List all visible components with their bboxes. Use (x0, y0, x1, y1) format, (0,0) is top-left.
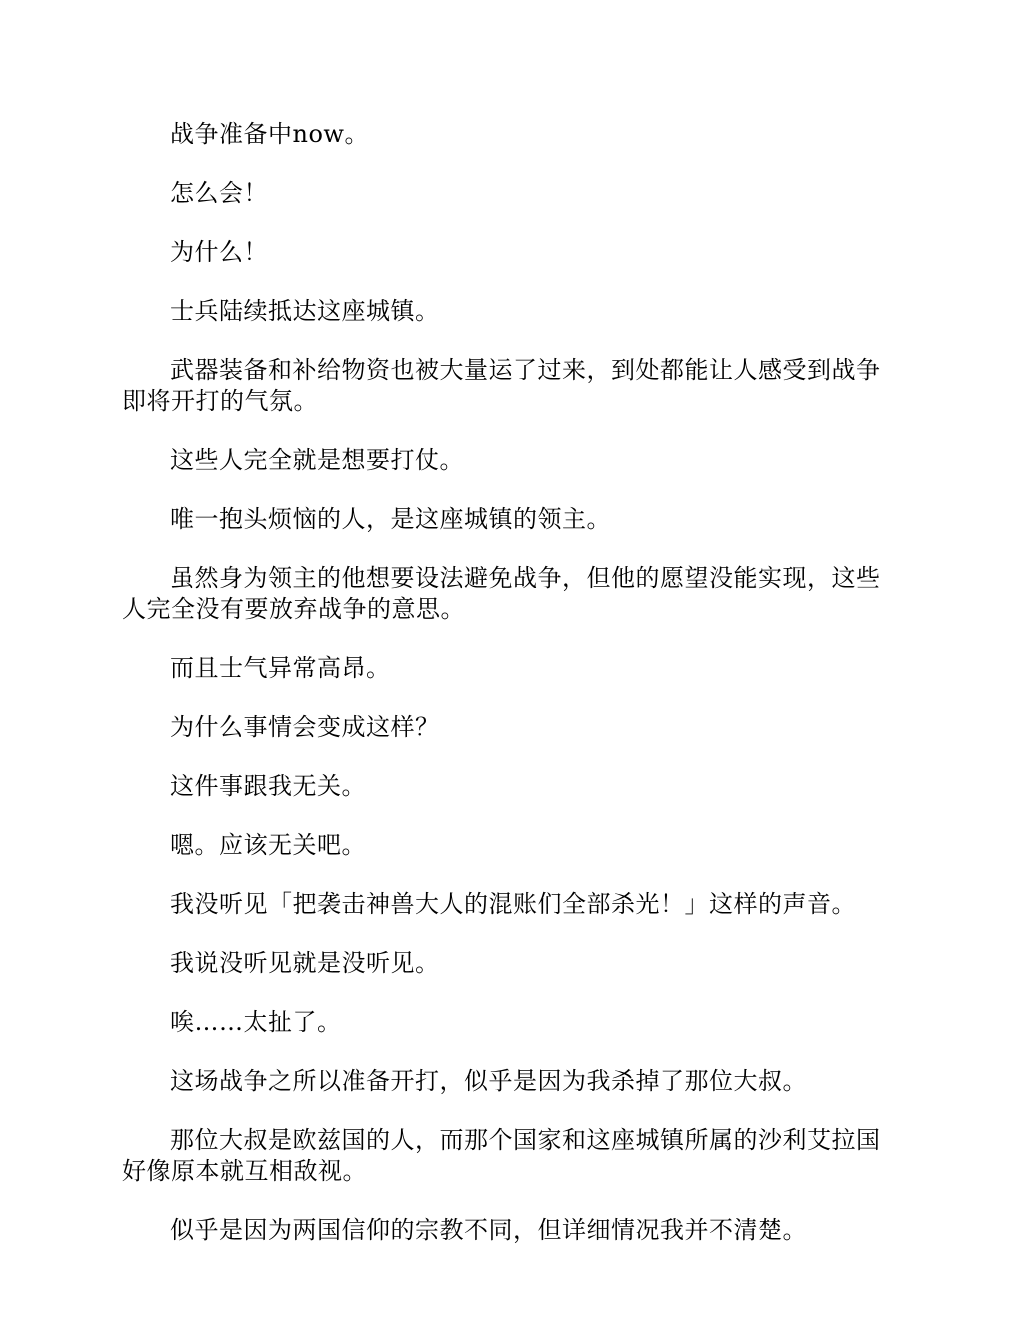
paragraph: 这些人完全就是想要打仗。 (170, 446, 464, 474)
paragraph: 为什么事情会变成这样？ (170, 713, 440, 741)
paragraph: 虽然身为领主的他想要设法避免战争，但他的愿望没能实现，这些人完全没有要放弃战争的意思。 (122, 564, 881, 623)
paragraph: 唉……太扯了。 (170, 1008, 342, 1036)
document-body (122, 119, 898, 1274)
paragraph: 我说没听见就是没听见。 (170, 949, 440, 977)
paragraph: 而且士气异常高昂。 (170, 654, 391, 682)
paragraph: 嗯。应该无关吧。 (170, 831, 366, 859)
paragraph: 武器装备和补给物资也被大量运了过来，到处都能让人感受到战争即将开打的气氛。 (122, 356, 881, 415)
paragraph: 那位大叔是欧兹国的人，而那个国家和这座城镇所属的沙利艾拉国好像原本就互相敌视。 (122, 1126, 881, 1185)
paragraph: 怎么会！ (170, 179, 268, 207)
paragraph: 战争准备中now。 (170, 120, 369, 148)
paragraph: 士兵陆续抵达这座城镇。 (170, 297, 440, 325)
paragraph: 为什么！ (170, 238, 268, 266)
paragraph: 唯一抱头烦恼的人，是这座城镇的领主。 (170, 505, 611, 533)
paragraph: 似乎是因为两国信仰的宗教不同，但详细情况我并不清楚。 (170, 1216, 807, 1244)
paragraph: 这件事跟我无关。 (170, 772, 366, 800)
paragraph: 我没听见「把袭击神兽大人的混账们全部杀光！」这样的声音。 (170, 890, 856, 918)
paragraph: 这场战争之所以准备开打，似乎是因为我杀掉了那位大叔。 (170, 1067, 807, 1095)
